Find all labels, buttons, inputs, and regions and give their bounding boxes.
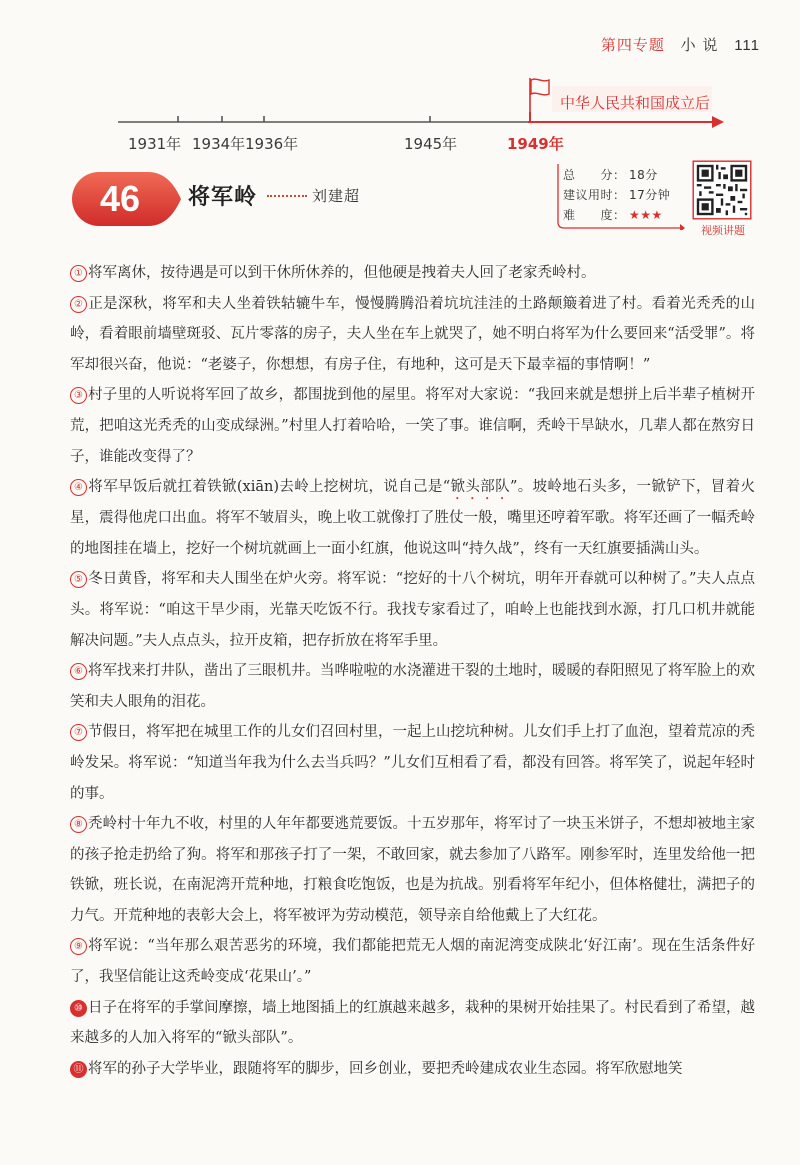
story-title: 将军岭 (188, 185, 258, 210)
year-label-1934: 1934年 (192, 135, 246, 153)
qr-code-icon[interactable] (692, 160, 752, 220)
paragraph-2 (70, 289, 755, 381)
paragraph-text: 将军离休，按待遇是可以到干休所休养的，但他硬是拽着夫人回了老家秃岭村。 (88, 265, 596, 281)
paragraph-9 (70, 931, 755, 992)
paragraph-number: ⑨ (70, 938, 87, 955)
paragraph-6 (70, 656, 755, 717)
page-header (601, 34, 760, 55)
suggested-time-label: 建议用时： (563, 188, 626, 202)
paragraph-text: 将军的孙子大学毕业，跟随将军的脚步，回乡创业，要把秃岭建成农业生态园。将军欣慰地笑 (88, 1060, 683, 1077)
paragraph-text: ”。坡岭地石头多，一锨铲下，冒着火星，震得他虎口出血。将军不皱眉头，晚上收工就像打了胜仗一般，嘴里还哼着军歌。将军还画了一幅秃岭的地图挂在墙上，挖好一个树坑就画上一面小红旗，他说这叫“持久战”，终有一天红旗要插满山头。 (70, 479, 756, 557)
flag-label: 中华人民共和国成立后 (560, 94, 711, 112)
paragraph-number: ⑧ (70, 816, 87, 833)
page-number: 111 (734, 37, 760, 54)
paragraph-number: ① (70, 265, 87, 282)
paragraph-text: 日子在将军的手掌间摩擦，墙上地图插上的红旗越来越多，栽种的果树开始挂果了。村民看到了希望，越来越多的人加入将军的“锨头部队”。 (70, 999, 755, 1047)
paragraph-number: ⑤ (70, 571, 87, 588)
video-explanation-link[interactable]: 视频讲题 (701, 224, 745, 237)
story-body (70, 258, 755, 1084)
lesson-title-row (0, 160, 800, 240)
total-score-label: 总 分： (563, 168, 626, 182)
paragraph-1 (70, 258, 755, 289)
emphasized-term: 锨头部队 (450, 479, 510, 496)
lesson-number: 46 (99, 178, 141, 219)
difficulty (563, 206, 663, 223)
total-score-value: 18分 (629, 168, 658, 182)
year-label-1949: 1949年 (507, 135, 564, 153)
paragraph-3 (70, 380, 755, 472)
category-label: 小 说 (680, 36, 719, 54)
suggested-time (563, 186, 670, 203)
paragraph-10 (70, 993, 755, 1054)
paragraph-number: ② (70, 296, 87, 313)
paragraph-number: ⑩ (70, 1000, 87, 1017)
paragraph-number: ③ (70, 387, 87, 404)
paragraph-number: ⑪ (70, 1061, 87, 1078)
paragraph-text: 秃岭村十年九不收，村里的人年年都要逃荒要饭。十五岁那年，将军讨了一块玉米饼子，不想却被地主家的孩子抢走扔给了狗。将军和那孩子打了一架，不敢回家，就去参加了八路军。刚参军时，连里发给他一把铁锨，班长说，在南泥湾开荒种地，打粮食吃饱饭，也是为抗战。别看将军年纪小，但体格健壮，满把子的力气。开荒种地的表彰大会上，将军被评为劳动模范，领导亲自给他戴上了大红花。 (70, 816, 755, 924)
timeline-arrow-icon (712, 116, 724, 128)
paragraph-text: 正是深秋，将军和夫人坐着铁轱辘牛车，慢慢腾腾沿着坑坑洼洼的土路颠簸着进了村。看着光秃秃的山岭，看着眼前墙壁斑驳、瓦片零落的房子，夫人坐在车上就哭了，她不明白将军为什么要回来“活受罪”。将军却很兴奋，他说：“老婆子，你想想，有房子住，有地种，这可是天下最幸福的事情啊！” (70, 295, 755, 373)
flag-icon (530, 78, 549, 112)
timeline-graphic (0, 70, 800, 160)
topic-label: 第四专题 (600, 36, 665, 54)
paragraph-5 (70, 564, 755, 656)
paragraph-text: 冬日黄昏，将军和夫人围坐在炉火旁。将军说：“挖好的十八个树坑，明年开春就可以种树了。”夫人点点头。将军说：“咱这干旱少雨，光靠天吃饭不行。我找专家看过了，咱岭上也能找到水源，打几口机井就能解决问题。”夫人点点头，拉开皮箱，把存折放在将军手里。 (70, 571, 755, 649)
paragraph-text: 将军早饭后就扛着铁锨(xiān)去岭上挖树坑，说自己是“ (88, 479, 451, 496)
total-score (563, 166, 658, 183)
paragraph-text: 节假日，将军把在城里工作的儿女们召回村里，一起上山挖坑种树。儿女们手上打了血泡，望着荒凉的秃岭发呆。将军说：“知道当年我为什么去当兵吗？”儿女们互相看了看，都没有回答。将军笑了，说起年轻时的事。 (70, 724, 755, 802)
paragraph-4 (70, 472, 755, 564)
paragraph-7 (70, 717, 755, 809)
paragraph-8 (70, 809, 755, 931)
paragraph-11 (70, 1054, 755, 1085)
year-label-1931: 1931年 (128, 135, 182, 153)
paragraph-text: 村子里的人听说将军回了故乡，都围拢到他的屋里。将军对大家说：“我回来就是想拼上后半辈子植树开荒，把咱这光秃秃的山变成绿洲。”村里人打着哈哈，一笑了事。谁信啊，秃岭干旱缺水，几辈人都在熬穷日子，谁能改变得了？ (70, 387, 755, 465)
info-box (555, 162, 685, 230)
suggested-time-value: 17分钟 (629, 188, 671, 202)
paragraph-number: ④ (70, 479, 87, 496)
paragraph-number: ⑦ (70, 724, 87, 741)
paragraph-text: 将军说：“当年那么艰苦恶劣的环境，我们都能把荒无人烟的南泥湾变成陕北‘好江南’。现在生活条件好了，我坚信能让这秃岭变成‘花果山’。” (70, 938, 755, 986)
difficulty-label: 难 度： (563, 208, 626, 222)
difficulty-stars: ★★★ (629, 208, 663, 222)
title-divider (267, 195, 307, 197)
paragraph-number: ⑥ (70, 663, 87, 680)
author-name: 刘建超 (312, 187, 361, 205)
year-label-1936: 1936年 (245, 135, 299, 153)
timeline (0, 70, 800, 160)
paragraph-text: 将军找来打井队，凿出了三眼机井。当哗啦啦的水浇灌进干裂的土地时，暖暖的春阳照见了将军脸上的欢笑和夫人眼角的泪花。 (70, 663, 755, 710)
year-label-1945: 1945年 (404, 135, 458, 153)
